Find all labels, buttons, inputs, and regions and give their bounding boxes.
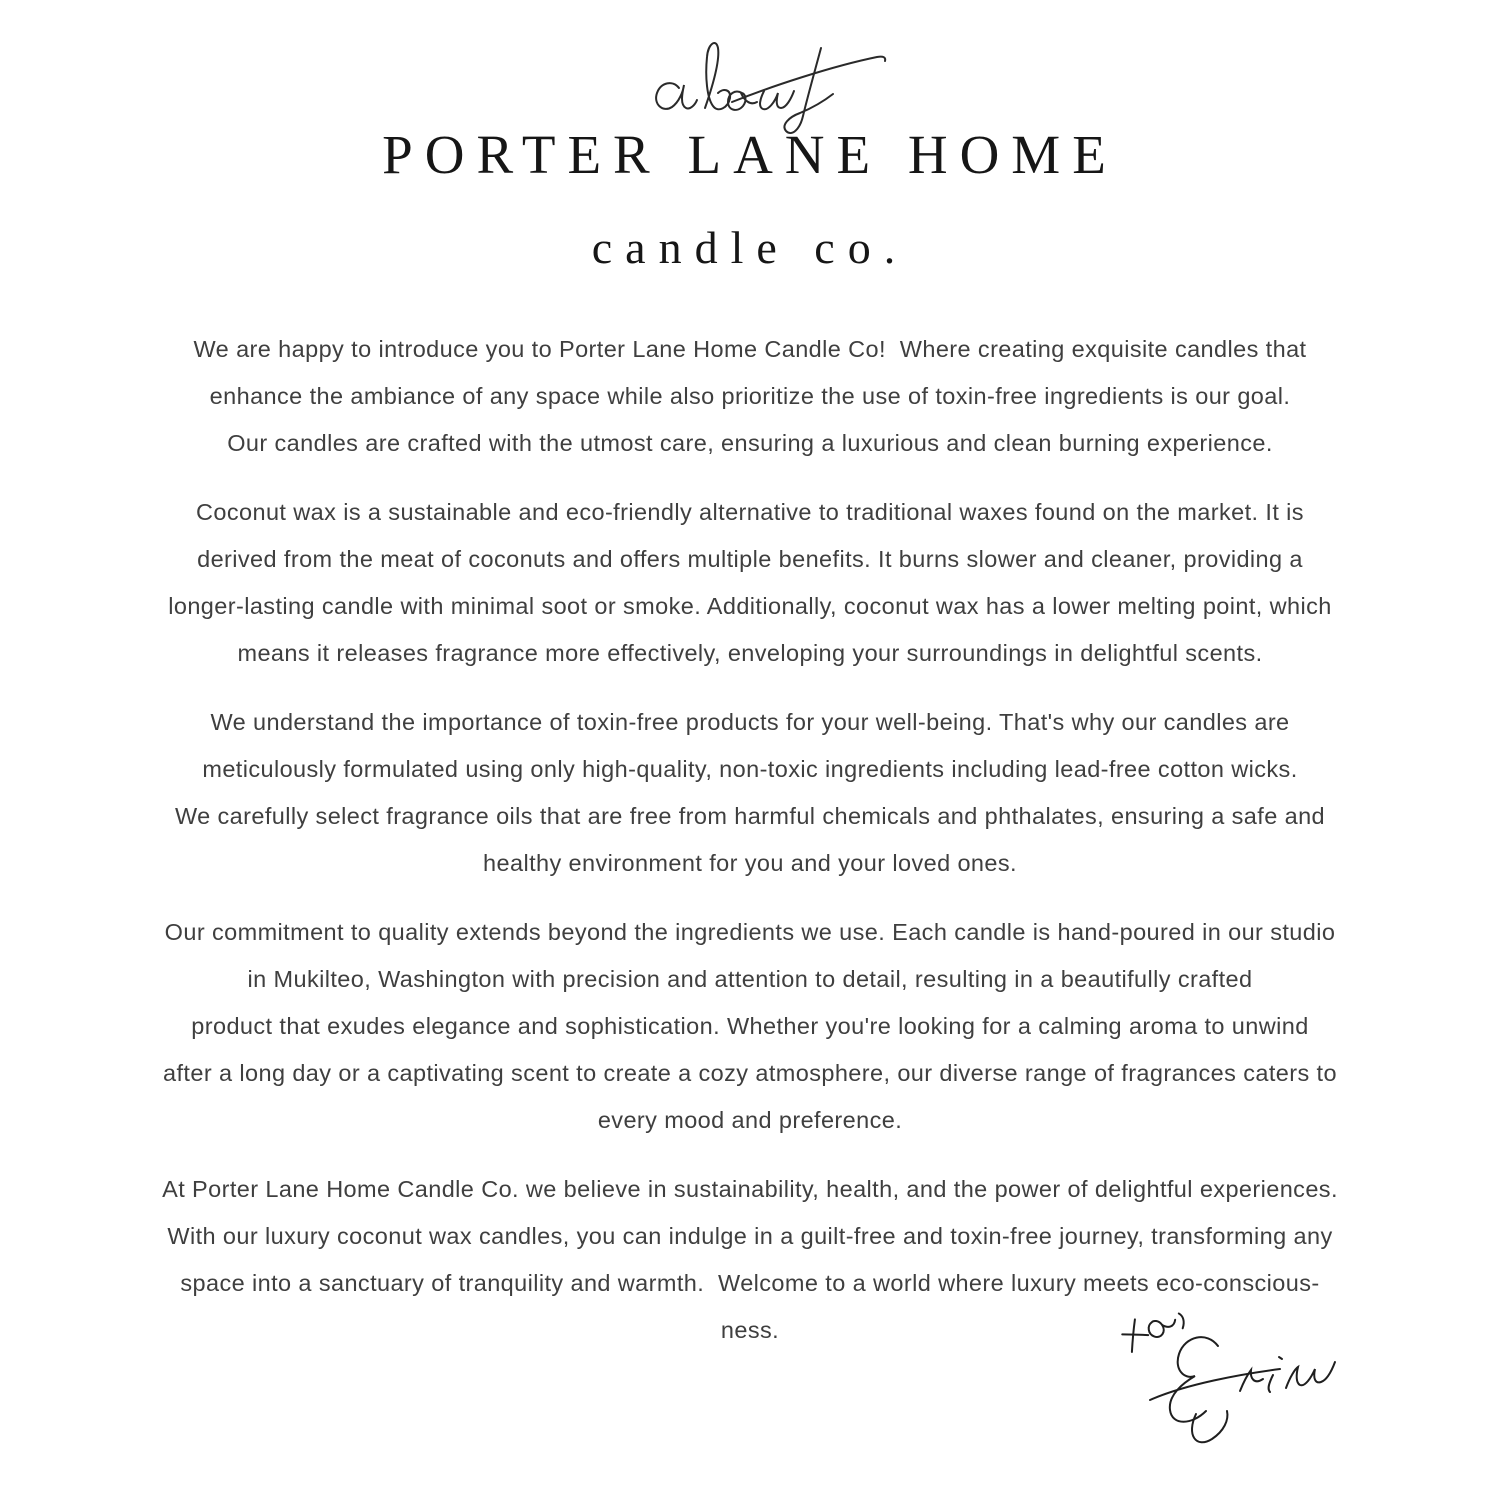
brand-title: PORTER LANE HOME xyxy=(382,124,1118,185)
about-script xyxy=(0,36,1500,136)
text-line: every mood and preference. xyxy=(597,1107,903,1133)
text-line: product that exudes elegance and sophistication. Whether you're looking for a calming aroma to unwind xyxy=(191,1013,1309,1039)
paragraph-quality xyxy=(90,909,1410,1144)
text-line: in Mukilteo, Washington with precision and attention to detail, resulting in a beautifully crafted xyxy=(247,966,1253,992)
paragraph-intro xyxy=(90,326,1410,467)
text-line: space into a sanctuary of tranquility and warmth. Welcome to a world where luxury meets eco-conscious- xyxy=(180,1270,1320,1296)
text-line: healthy environment for you and your loved ones. xyxy=(483,850,1017,876)
about-script-handwriting-icon xyxy=(637,36,897,136)
signature xyxy=(1090,1292,1340,1452)
text-line: We carefully select fragrance oils that are free from harmful chemicals and phthalates, ensuring a safe and xyxy=(174,803,1326,829)
paragraph-toxin-free xyxy=(90,699,1410,887)
signature-name xyxy=(1090,1452,1091,1453)
text-line: ness. xyxy=(720,1317,780,1343)
text-line: meticulously formulated using only high-quality, non-toxic ingredients including lead-free cotton wicks. xyxy=(202,756,1298,782)
text-line: Our candles are crafted with the utmost care, ensuring a luxurious and clean burning experience. xyxy=(227,430,1273,456)
text-line: longer-lasting candle with minimal soot or smoke. Additionally, coconut wax has a lower melting point, which xyxy=(168,593,1332,619)
text-line: Our commitment to quality extends beyond the ingredients we use. Each candle is hand-poured in our studio xyxy=(164,919,1336,945)
brand-subtitle: candle co. xyxy=(591,222,909,273)
text-line: after a long day or a captivating scent to create a cozy atmosphere, our diverse range of fragrances caters to xyxy=(163,1060,1337,1086)
text-line: With our luxury coconut wax candles, you can indulge in a guilt-free and toxin-free journey, transforming any xyxy=(167,1223,1333,1249)
text-line: Coconut wax is a sustainable and eco-friendly alternative to traditional waxes found on the market. It is xyxy=(196,499,1304,525)
paragraph-coconut-wax xyxy=(90,489,1410,677)
text-line: means it releases fragrance more effectively, enveloping your surroundings in delightful scents. xyxy=(237,640,1263,666)
text-line: derived from the meat of coconuts and offers multiple benefits. It burns slower and cleaner, providing a xyxy=(197,546,1303,572)
text-line: At Porter Lane Home Candle Co. we believe in sustainability, health, and the power of delightful experiences. xyxy=(162,1176,1338,1202)
text-line: We understand the importance of toxin-free products for your well-being. That's why our candles are xyxy=(210,709,1290,735)
signature-handwriting-icon xyxy=(1090,1292,1340,1452)
about-text xyxy=(90,326,1410,1354)
text-line: enhance the ambiance of any space while also prioritize the use of toxin-free ingredients is our goal. xyxy=(209,383,1291,409)
about-script-label xyxy=(897,36,898,37)
signature-closing xyxy=(1090,1452,1091,1453)
signature-xo-strokes xyxy=(1119,1300,1187,1353)
page-header xyxy=(0,0,1500,274)
text-line: We are happy to introduce you to Porter Lane Home Candle Co! Where creating exquisite candles that xyxy=(193,336,1307,362)
